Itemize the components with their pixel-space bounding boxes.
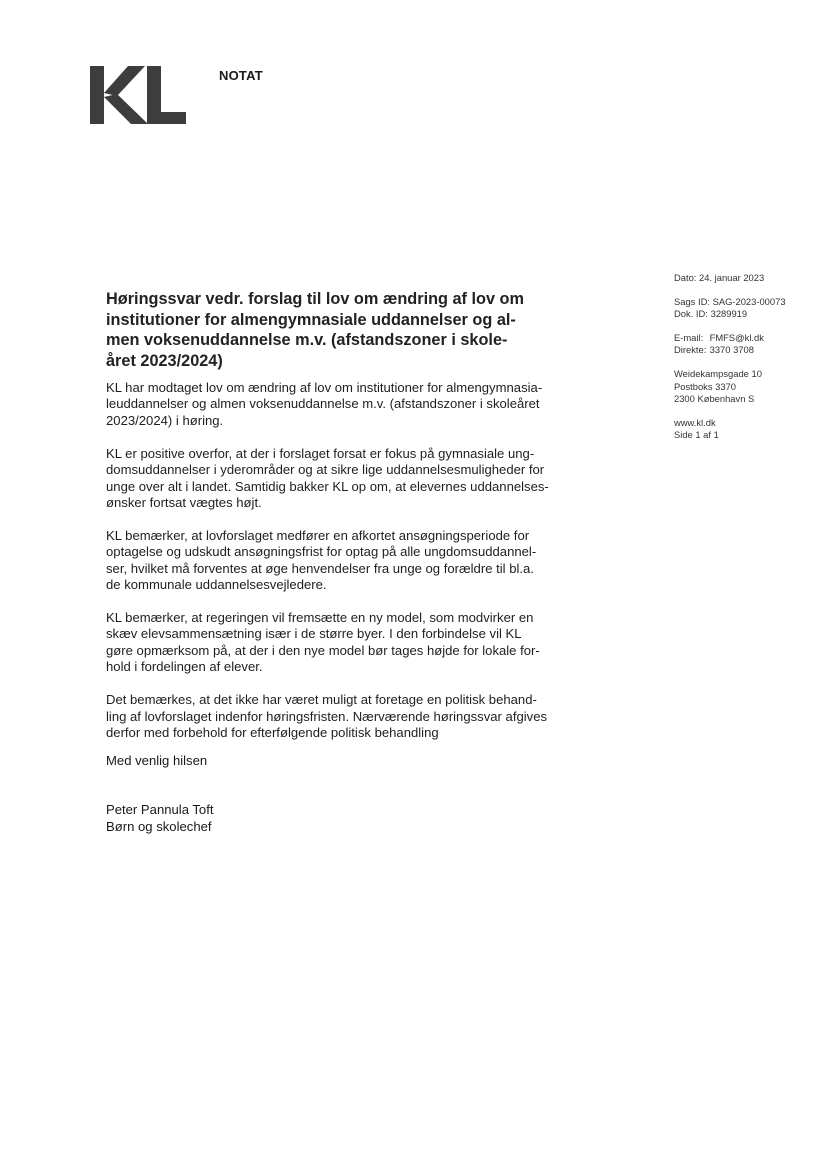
email (674, 332, 824, 345)
email-value[interactable]: FMFS@kl.dk (709, 331, 764, 343)
text-line: leuddannelser og almen voksenuddannelse m.v. (afstandszoner i skoleåret (106, 396, 540, 412)
paragraph (106, 692, 586, 741)
closing-greeting: Med venlig hilsen (106, 753, 208, 768)
document-metadata (674, 272, 824, 453)
website-link[interactable]: www.kl.dk (674, 416, 716, 428)
text-line: gøre opmærksom på, at der i den nye model bør tages højde for lokale for- (106, 642, 540, 658)
address-line: Weidekampsgade 10 (674, 367, 762, 379)
case-id-value: SAG-2023-00073 (712, 295, 786, 307)
document-type: NOTAT (219, 68, 263, 83)
text-line: optagelse og udskudt ansøgningsfrist for optag på alle ungdomsuddannel- (106, 544, 537, 560)
text-line: KL har modtaget lov om ændring af lov om institutioner for almengymnasia- (106, 380, 543, 395)
paragraph (106, 610, 586, 676)
case-id (674, 296, 824, 309)
signer-title: Børn og skolechef (106, 819, 212, 834)
address-line: Postboks 3370 (674, 380, 737, 392)
paragraph (106, 446, 586, 512)
address-line: 2300 København S (674, 393, 755, 405)
paragraph (106, 380, 586, 429)
text-line: de kommunale uddannelsesvejledere. (106, 577, 327, 593)
doc-id (674, 308, 824, 321)
id-block (674, 296, 824, 321)
direct-phone-value: 3370 3708 (709, 344, 754, 356)
contact-block (674, 332, 824, 357)
email-label: E-mail: (674, 331, 704, 343)
text-line: KL er positive overfor, at der i forslaget forsat er fokus på gymnasiale ung- (106, 445, 535, 461)
doc-id-value: 3289919 (710, 308, 748, 320)
title-line: men voksenuddannelse m.v. (afstandszoner i skole- (106, 331, 508, 349)
text-line: 2023/2024) i høring. (106, 412, 224, 428)
text-line: KL bemærker, at regeringen vil fremsætte en ny model, som modvirker en (106, 609, 534, 625)
address-block (674, 368, 824, 406)
doc-id-label: Dok. ID: (674, 308, 708, 320)
document-title (106, 289, 576, 371)
text-line: KL bemærker, at lovforslaget medfører en afkortet ansøgningsperiode for (106, 527, 530, 543)
text-line: derfor med forbehold for efterfølgende politisk behandling (106, 724, 439, 740)
case-id-label: Sags ID: (674, 295, 710, 307)
text-line: domsuddannelser i yderområder og at sikre lige uddannelsesmuligheder for (106, 462, 545, 478)
direct-phone (674, 344, 824, 357)
title-line: året 2023/2024) (106, 351, 223, 370)
kl-logo (90, 66, 188, 126)
web-block (674, 417, 824, 442)
paragraph (106, 528, 586, 594)
text-line: skæv elevsammensætning især i de større byer. I den forbindelse vil KL (106, 626, 522, 642)
title-line: Høringssvar vedr. forslag til lov om ændring af lov om (106, 290, 524, 308)
text-line: ser, hvilket må forventes at øge henvendelser fra unge og forældre til bl.a. (106, 560, 534, 576)
page-number: Side 1 af 1 (674, 429, 719, 441)
date: Dato: 24. januar 2023 (674, 272, 765, 283)
signer-name: Peter Pannula Toft (106, 802, 214, 817)
text-line: hold i fordelingen af elever. (106, 659, 263, 675)
text-line: ling af lovforslaget indenfor høringsfristen. Nærværende høringssvar afgives (106, 708, 548, 724)
signature-block (106, 801, 214, 835)
date-block (674, 272, 824, 285)
direct-phone-label: Direkte: (674, 344, 707, 356)
title-line: institutioner for almengymnasiale uddannelser og al- (106, 310, 516, 329)
text-line: Det bemærkes, at det ikke har været muligt at foretage en politisk behand- (106, 692, 537, 708)
document-body (106, 380, 586, 758)
text-line: unge over alt i landet. Samtidig bakker KL op om, at elevernes uddannelses- (106, 478, 549, 494)
text-line: ønsker fortsat vægtes højt. (106, 494, 262, 510)
